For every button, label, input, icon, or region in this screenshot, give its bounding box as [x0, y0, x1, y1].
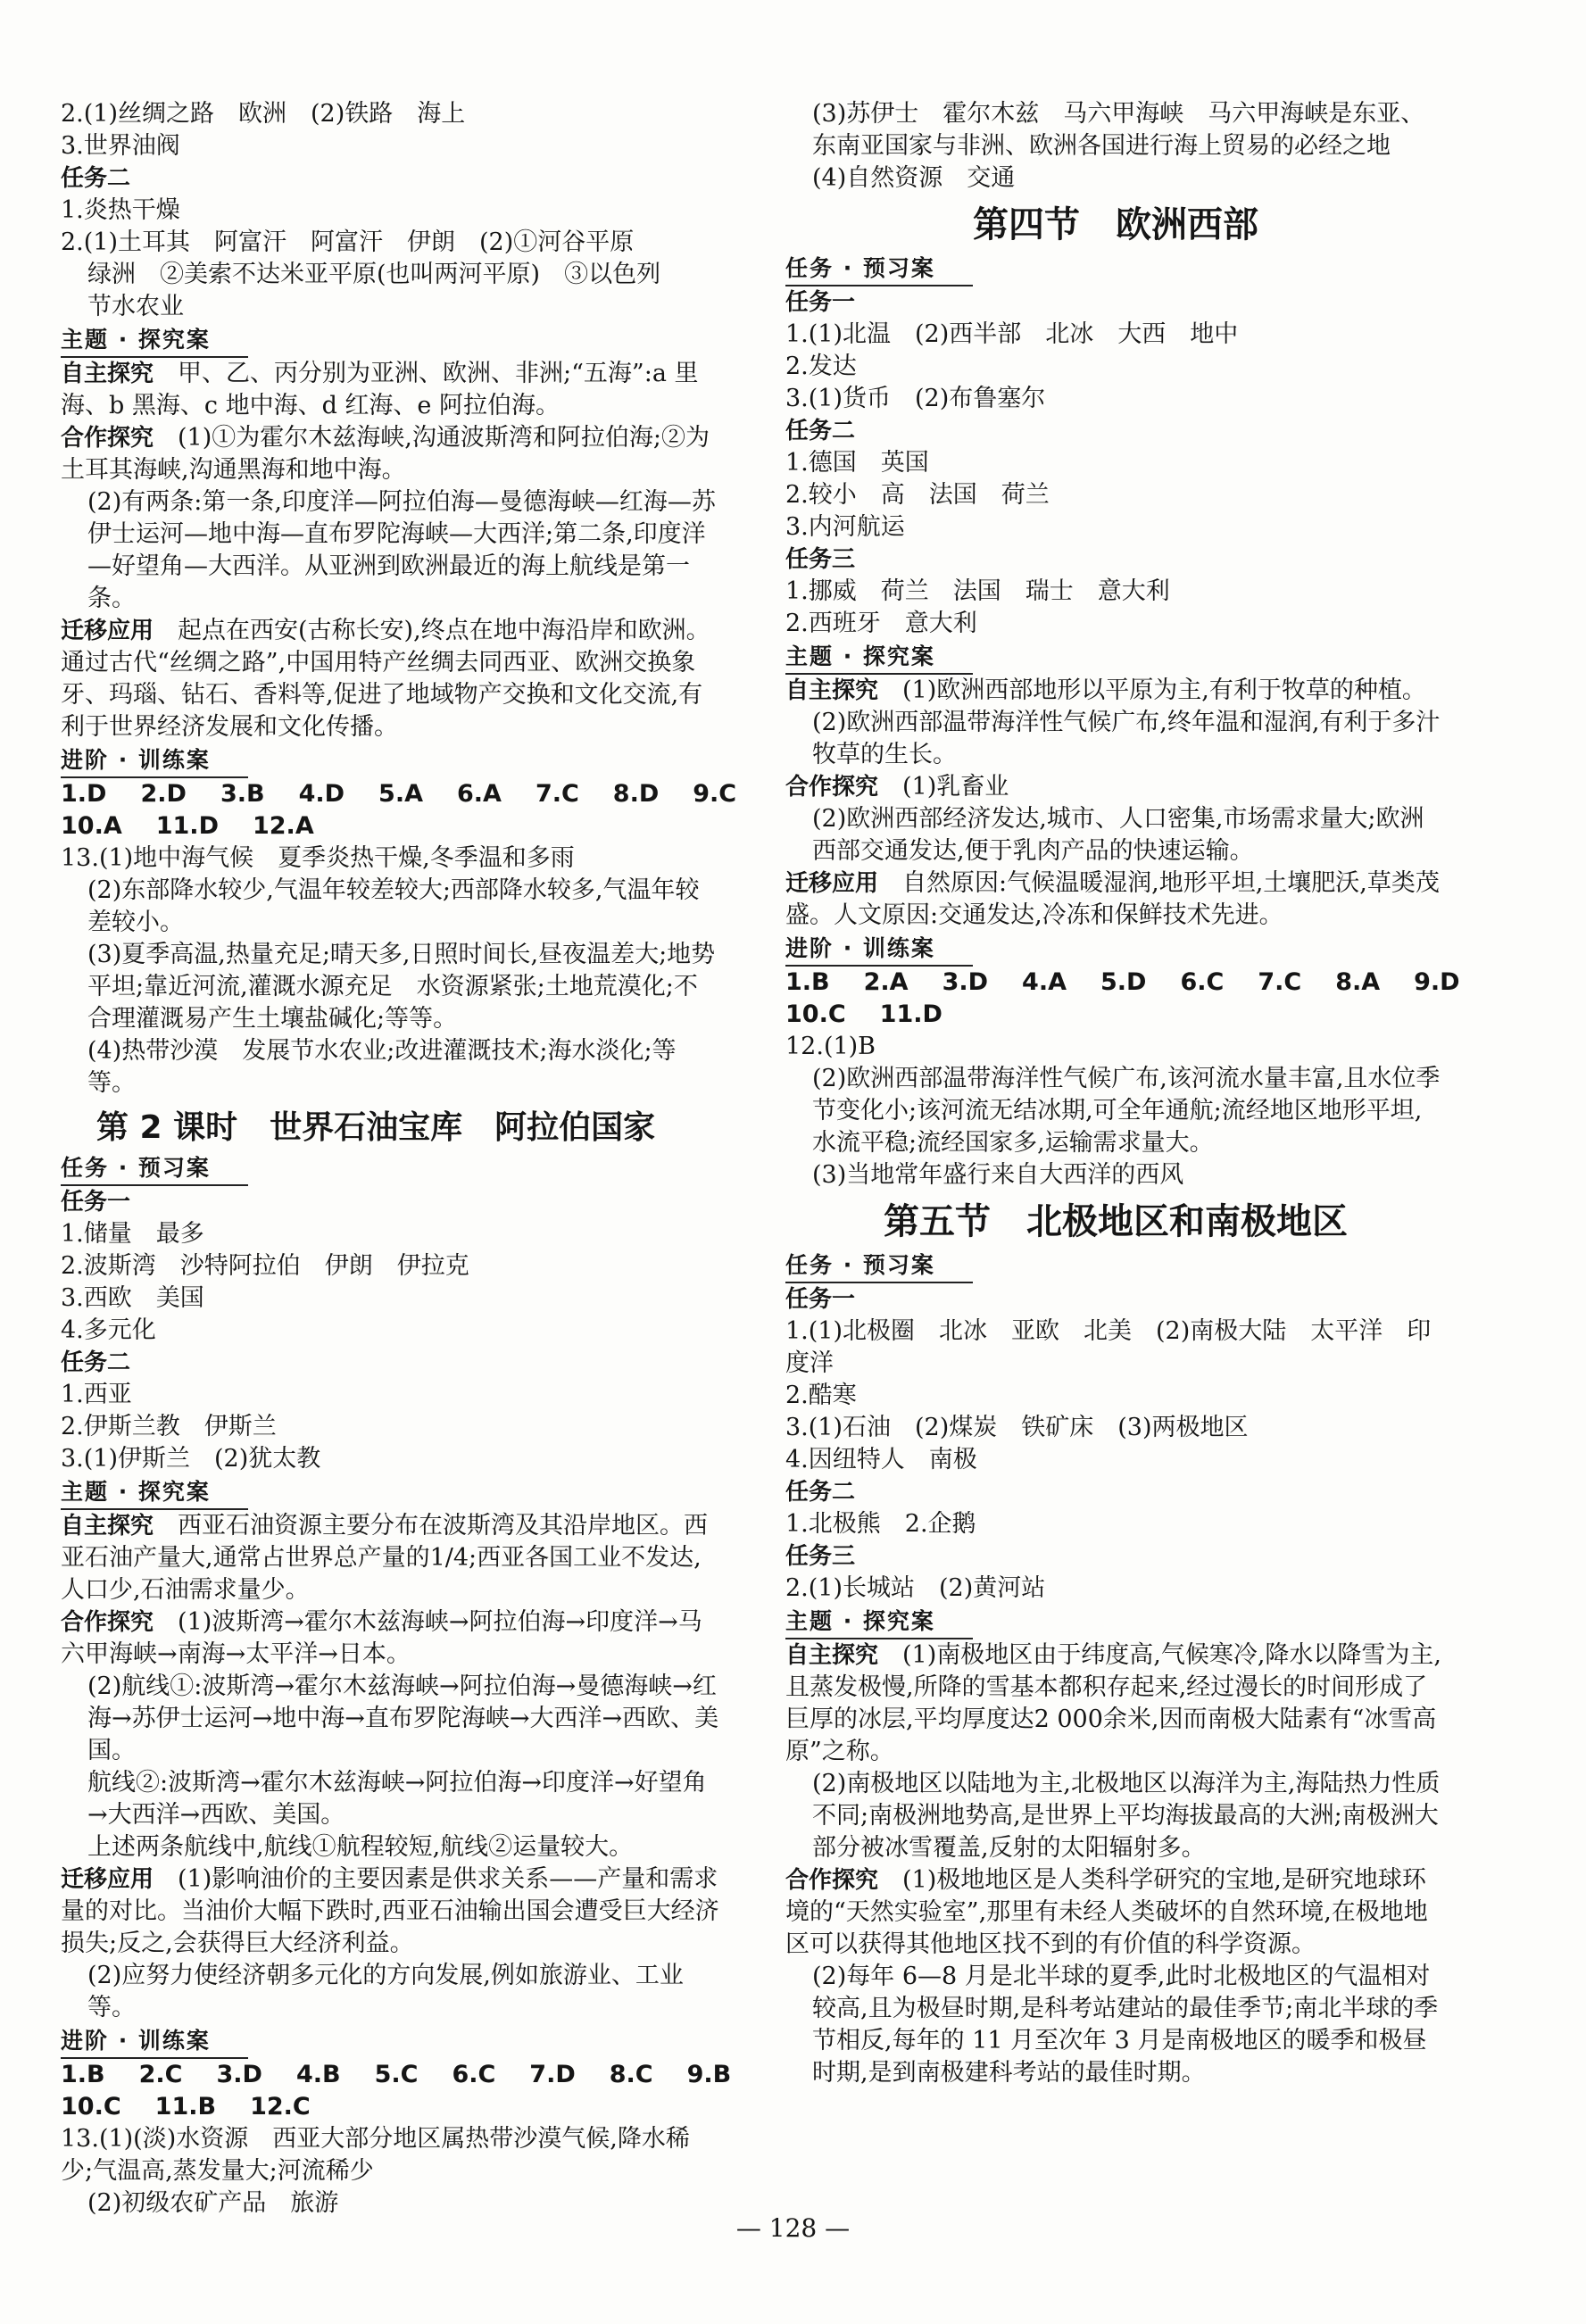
answer: 3.B: [220, 780, 265, 808]
answer: 5.D: [1100, 968, 1147, 996]
text-line: 2.(1)土耳其 阿富汗 阿富汗 伊朗 (2)①河谷平原: [61, 228, 635, 256]
right-column: [785, 98, 1460, 2089]
paragraph-text: (1)影响油价的主要因素是供求关系——产量和需求量的对比。当油价大幅下跌时,西亚石油输出国会遭受巨大经济损失;反之,会获得巨大经济利益。: [61, 1865, 719, 1957]
task-heading: 任务一: [61, 1189, 131, 1216]
paragraph-text: (1)南极地区由于纬度高,气候寒冷,降水以降雪为主,且蒸发极慢,所降的雪基本都积存起来,经过漫长的时间形成了巨厚的冰层,平均厚度达2 000余米,因而南极大陆素有“冰雪高原”之称。: [785, 1641, 1442, 1765]
answer: 2.C: [138, 2061, 183, 2088]
answer: 8.A: [1335, 968, 1381, 996]
answer: 11.D: [155, 812, 219, 840]
paragraph: (2)每年 6—8 月是北半球的夏季,此时北极地区的气温相对较高,且为极昼时期,是科考站建站的最佳季节;南北半球的季节相反,每年的 11 月至次年 3 月是南极地区的暖季和极昼时期,是到南极建科考站的最佳时期。: [812, 1963, 1439, 2087]
section-title: 第四节 欧洲西部: [973, 204, 1258, 245]
label: 迁移应用: [61, 618, 154, 644]
paragraph-text: 自然原因:气候温暖湿润,地形平坦,土壤肥沃,草类茂盛。人文原因:交通发达,冷冻和保鲜技术先进。: [785, 869, 1440, 929]
paragraph-text: 甲、乙、丙分别为亚洲、欧洲、非洲;“五海”:a 里海、b 黑海、c 地中海、d 红海、e 阿拉伯海。: [61, 360, 699, 419]
task-heading: 任务三: [785, 546, 856, 573]
text-line: 3.(1)货币 (2)布鲁塞尔: [785, 385, 1046, 412]
answer: 1.B: [61, 2061, 105, 2088]
task-heading: 任务二: [785, 1479, 856, 1506]
left-column: [61, 98, 737, 2220]
paragraph: (2)欧洲西部经济发达,城市、人口密集,市场需求量大;欧洲西部交通发达,便于乳肉产品的快速运输。: [812, 805, 1424, 865]
text-line: (2)初级农矿产品 旅游: [87, 2189, 339, 2217]
paragraph: [61, 615, 721, 743]
answer: 6.C: [452, 2061, 496, 2088]
paragraph-text: (1)①为霍尔木兹海峡,沟通波斯湾和阿拉伯海;②为土耳其海峡,沟通黑海和地中海。: [61, 424, 710, 484]
task-heading: 任务二: [785, 418, 856, 444]
answer: 11.B: [154, 2093, 217, 2121]
paragraph-text: 西亚石油资源主要分布在波斯湾及其沿岸地区。西亚石油产量大,通常占世界总产量的1/4;西亚各国工业不发达,人口少,石油需求量少。: [61, 1512, 709, 1604]
answer: 1.B: [785, 968, 830, 996]
answer: 10.C: [785, 1000, 846, 1028]
section-heading-preview: 任务 · 预习案: [785, 253, 973, 286]
answer: 4.D: [298, 780, 345, 808]
paragraph-text: (1)极地地区是人类科学研究的宝地,是研究地球环境的“天然实验室”,那里有未经人类破坏的自然环境,在极地地区可以获得其他地区找不到的有价值的科学资源。: [785, 1866, 1428, 1958]
text-line: 2.(1)丝绸之路 欧洲 (2)铁路 海上: [61, 100, 466, 128]
page-number: — 128 —: [735, 2213, 851, 2243]
paragraph: [785, 675, 1446, 707]
answer-row: [61, 2059, 732, 2091]
text-line: (4)自然资源 交通: [812, 164, 1016, 192]
paragraph: [785, 1639, 1446, 1768]
paragraph: (2)应努力使经济朝多元化的方向发展,例如旅游业、工业等。: [87, 1962, 684, 2021]
text-line: 3.世界油阀: [61, 132, 180, 160]
label: 自主探究: [61, 1513, 154, 1540]
text-line: 1.挪威 荷兰 法国 瑞士 意大利: [785, 577, 1170, 605]
answer: 9.D: [1414, 968, 1460, 996]
paragraph: (4)热带沙漠 发展节水农业;改进灌溉技术;海水淡化;等等。: [87, 1037, 677, 1097]
answer: 2.D: [140, 780, 187, 808]
answer: 3.D: [942, 968, 989, 996]
paragraph-text: 起点在西安(古称长安),终点在地中海沿岸和欧洲。通过古代“丝绸之路”,中国用特产丝绸去同西亚、欧洲交换象牙、玛瑙、钻石、香料等,促进了地域物产交换和文化交流,有利于世界经济发展和文化传播。: [61, 617, 710, 741]
text-line: 2.西班牙 意大利: [785, 610, 977, 637]
answer: 3.D: [216, 2061, 262, 2088]
paragraph: (2)航线①:波斯湾→霍尔木兹海峡→阿拉伯海→曼德海峡→红海→苏伊士运河→地中海→直布罗陀海峡→大西洋→西欧、美国。: [87, 1672, 719, 1764]
paragraph: [61, 358, 721, 422]
answer: 10.A: [61, 812, 122, 840]
text-line: 3.西欧 美国: [61, 1284, 204, 1312]
paragraph-text: (1)乳畜业: [902, 773, 1009, 801]
answer: 1.D: [61, 780, 107, 808]
section-heading-explore: 主题 · 探究案: [61, 325, 248, 358]
lesson-title: 第 2 课时 世界石油宝库 阿拉伯国家: [96, 1109, 656, 1146]
paragraph: (3)夏季高温,热量充足;晴天多,日照时间长,昼夜温差大;地势平坦;靠近河流,灌溉水源充足 水资源紧张;土地荒漠化;不合理灌溉易产生土壤盐碱化;等等。: [87, 941, 716, 1033]
answer: 9.B: [686, 2061, 732, 2088]
answer: 12.A: [252, 812, 314, 840]
paragraph: [785, 771, 1446, 803]
paragraph-text: (1)波斯湾→霍尔木兹海峡→阿拉伯海→印度洋→马六甲海峡→南海→太平洋→日本。: [61, 1608, 702, 1668]
section-heading-preview: 任务 · 预习案: [785, 1250, 973, 1283]
answer-row: [61, 2091, 721, 2123]
paragraph: (3)苏伊士 霍尔木兹 马六甲海峡 马六甲海峡是东亚、东南亚国家与非洲、欧洲各国进行海上贸易的必经之地: [812, 100, 1425, 160]
answer: 6.A: [456, 780, 502, 808]
text-line: 3.内河航运: [785, 513, 905, 541]
label: 合作探究: [61, 1609, 154, 1636]
label: 合作探究: [61, 425, 154, 452]
text-line: 2.波斯湾 沙特阿拉伯 伊朗 伊拉克: [61, 1252, 469, 1280]
paragraph: 13.(1)(淡)水资源 西亚大部分地区属热带沙漠气候,降水稀少;气温高,蒸发量大;河流稀少: [61, 2125, 690, 2185]
section-heading-preview: 任务 · 预习案: [61, 1153, 248, 1186]
label: 迁移应用: [785, 870, 879, 897]
answer: 4.A: [1022, 968, 1067, 996]
task-heading: 任务一: [785, 1286, 856, 1313]
paragraph: (2)南极地区以陆地为主,北极地区以海洋为主,海陆热力性质不同;南极洲地势高,是世界上平均海拔最高的大洲;南极洲大部分被冰雪覆盖,反射的太阳辐射多。: [812, 1770, 1441, 1862]
text-line: 1.储量 最多: [61, 1220, 204, 1248]
paragraph: [61, 1606, 721, 1671]
label: 迁移应用: [61, 1866, 154, 1893]
answer: 8.C: [609, 2061, 653, 2088]
text-line: (3)当地常年盛行来自大西洋的西风: [812, 1161, 1184, 1189]
text-line: 3.(1)石油 (2)煤炭 铁矿床 (3)两极地区: [785, 1414, 1249, 1441]
text-line: 绿洲 ②美索不达米亚平原(也叫两河平原) ③以色列: [87, 261, 661, 288]
text-line: 1.德国 英国: [785, 449, 929, 477]
paragraph: [61, 1863, 721, 1960]
answer: 11.D: [879, 1000, 942, 1028]
paragraph: [785, 1864, 1446, 1961]
answer: 5.C: [374, 2061, 419, 2088]
answer: 5.A: [378, 780, 423, 808]
section-title: 第五节 北极地区和南极地区: [884, 1201, 1348, 1242]
text-line: 2.发达: [785, 353, 857, 380]
label: 自主探究: [785, 1642, 879, 1669]
section-heading-explore: 主题 · 探究案: [785, 642, 973, 675]
paragraph: 1.(1)北极圈 北冰 亚欧 北美 (2)南极大陆 太平洋 印度洋: [785, 1317, 1432, 1377]
text-line: 2.伊斯兰教 伊斯兰: [61, 1413, 277, 1440]
text-line: 2.酷寒: [785, 1382, 857, 1409]
answer: 7.C: [1258, 968, 1302, 996]
text-line: 3.(1)伊斯兰 (2)犹太教: [61, 1445, 321, 1473]
text-line: 13.(1)地中海气候 夏季炎热干燥,冬季温和多雨: [61, 844, 575, 872]
task-heading: 任务二: [61, 165, 131, 192]
paragraph: [61, 1510, 721, 1606]
answer: 10.C: [61, 2093, 121, 2121]
paragraph: [785, 867, 1446, 932]
answer: 6.C: [1180, 968, 1225, 996]
answer: 9.C: [693, 780, 737, 808]
answer-row: [61, 810, 721, 842]
answer: 7.C: [535, 780, 579, 808]
text-line: 4.多元化: [61, 1316, 156, 1344]
label: 自主探究: [785, 677, 879, 704]
text-line: 4.因纽特人 南极: [785, 1446, 977, 1473]
section-heading-explore: 主题 · 探究案: [61, 1477, 248, 1510]
paragraph: (2)有两条:第一条,印度洋—阿拉伯海—曼德海峡—红海—苏伊士运河—地中海—直布罗陀海峡—大西洋;第二条,印度洋—好望角—大西洋。从亚洲到欧洲最近的海上航线是第一条。: [87, 488, 716, 612]
answer: 12.C: [250, 2093, 311, 2121]
label: 合作探究: [785, 1867, 879, 1894]
text-line: 12.(1)B: [785, 1033, 876, 1060]
paragraph: 上述两条航线中,航线①航程较短,航线②运量较大。: [87, 1833, 634, 1861]
paragraph: 航线②:波斯湾→霍尔木兹海峡→阿拉伯海→印度洋→好望角→大西洋→西欧、美国。: [87, 1769, 707, 1829]
answer-row: [785, 999, 1446, 1031]
paragraph-text: (1)欧洲西部地形以平原为主,有利于牧草的种植。: [902, 676, 1426, 704]
section-heading-explore: 主题 · 探究案: [785, 1606, 973, 1639]
answer: 4.B: [295, 2061, 341, 2088]
text-line: 1.西亚: [61, 1381, 132, 1408]
text-line: 2.(1)长城站 (2)黄河站: [785, 1574, 1046, 1602]
text-line: 节水农业: [87, 293, 184, 320]
label: 自主探究: [61, 361, 154, 387]
task-heading: 任务一: [785, 289, 856, 316]
text-line: 1.北极熊 2.企鹅: [785, 1510, 976, 1538]
section-heading-train: 进阶 · 训练案: [61, 745, 248, 778]
answer: 8.D: [612, 780, 660, 808]
task-heading: 任务三: [785, 1543, 856, 1570]
paragraph: (2)欧洲西部温带海洋性气候广布,该河流水量丰富,且水位季节变化小;该河流无结冰期,可全年通航;流经地区地形平坦,水流平稳;流经国家多,运输需求量大。: [812, 1065, 1441, 1157]
answer: 7.D: [529, 2061, 576, 2088]
paragraph: [61, 422, 721, 486]
text-line: 1.(1)北温 (2)西半部 北冰 大西 地中: [785, 320, 1239, 348]
task-heading: 任务二: [61, 1349, 131, 1376]
answer-row: [61, 778, 737, 810]
section-heading-train: 进阶 · 训练案: [61, 2026, 248, 2059]
answer: 2.A: [863, 968, 909, 996]
text-line: 1.炎热干燥: [61, 196, 180, 224]
paragraph: (2)东部降水较少,气温年较差较大;西部降水较多,气温年较差较小。: [87, 876, 700, 936]
label: 合作探究: [785, 774, 879, 801]
answer-row: [785, 967, 1460, 999]
paragraph: (2)欧洲西部温带海洋性气候广布,终年温和湿润,有利于多汁牧草的生长。: [812, 709, 1441, 768]
section-heading-train: 进阶 · 训练案: [785, 934, 973, 967]
text-line: 2.较小 高 法国 荷兰: [785, 481, 1050, 509]
